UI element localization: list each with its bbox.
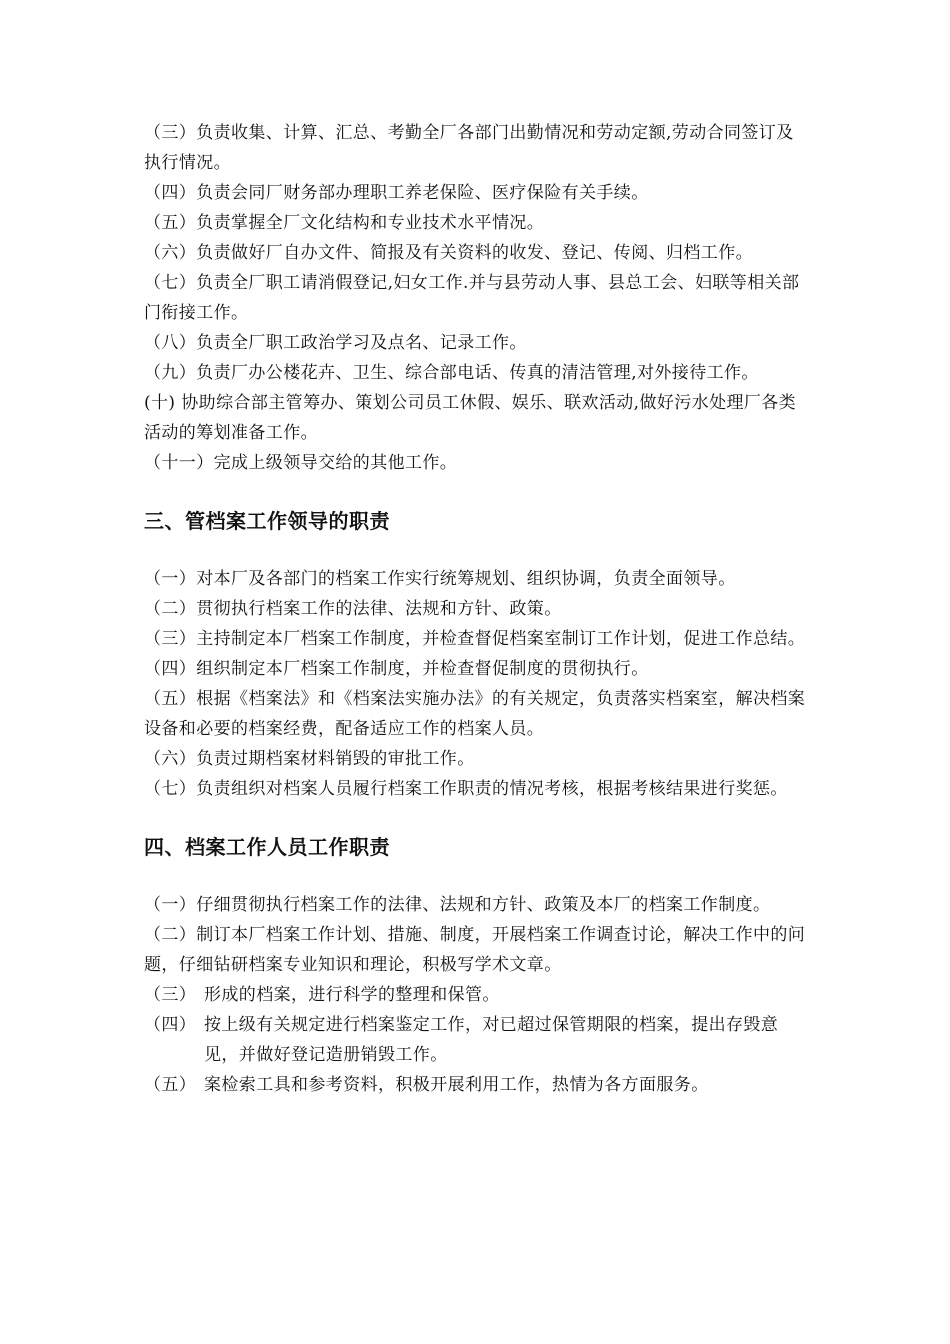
list-item [144, 1010, 810, 1070]
section3-heading: 三、管档案工作领导的职责 [144, 509, 390, 533]
list-item: （三）负责收集、计算、汇总、考勤全厂各部门出勤情况和劳动定额,劳动合同签订及执行情况。 [144, 123, 794, 173]
list-item: （五）根据《档案法》和《档案法实施办法》的有关规定，负责落实档案室，解决档案设备和必要的档案经费，配备适应工作的档案人员。 [144, 689, 806, 739]
list-item: （四）负责会同厂财务部办理职工养老保险、医疗保险有关手续。 [144, 183, 649, 203]
list-item: （六）负责过期档案材料销毁的审批工作。 [144, 749, 475, 769]
list-item [144, 980, 810, 1010]
list-item: （一）仔细贯彻执行档案工作的法律、法规和方针、政策及本厂的档案工作制度。 [144, 895, 771, 915]
list-item: （六）负责做好厂自办文件、简报及有关资料的收发、登记、传阅、归档工作。 [144, 243, 753, 263]
list-item: （九）负责厂办公楼花卉、卫生、综合部电话、传真的清洁管理,对外接待工作。 [144, 363, 759, 383]
list-item [144, 1070, 810, 1100]
section4-heading: 四、档案工作人员工作职责 [144, 835, 390, 859]
list-item: （七）负责全厂职工请消假登记,妇女工作.并与县劳动人事、县总工会、妇联等相关部门衔接工作。 [144, 273, 800, 323]
list-item: （十一）完成上级领导交给的其他工作。 [144, 453, 458, 473]
list-item: （七）负责组织对档案人员履行档案工作职责的情况考核，根据考核结果进行奖惩。 [144, 779, 788, 799]
list-item: （五）负责掌握全厂文化结构和专业技术水平情况。 [144, 213, 545, 233]
list-item-text: 形成的档案，进行科学的整理和保管。 [204, 985, 500, 1005]
list-item: (十) 协助综合部主管筹办、策划公司员工休假、娱乐、联欢活动,做好污水处理厂各类活动的筹划准备工作。 [144, 393, 797, 443]
list-item-text: 案检索工具和参考资料，积极开展利用工作，热情为各方面服务。 [204, 1075, 709, 1095]
list-item: （一）对本厂及各部门的档案工作实行统筹规划、组织协调，负责全面领导。 [144, 569, 736, 589]
section3-list [144, 564, 810, 804]
list-item-label: （五） [144, 1075, 197, 1095]
list-item-text: 按上级有关规定进行档案鉴定工作，对已超过保管期限的档案，提出存毁意见，并做好登记造册销毁工作。 [204, 1015, 779, 1065]
list-item: （二）贯彻执行档案工作的法律、法规和方针、政策。 [144, 599, 562, 619]
section4-list [144, 890, 810, 1100]
list-item-label: （四） [144, 1015, 197, 1035]
list-item: （八）负责全厂职工政治学习及点名、记录工作。 [144, 333, 527, 353]
document-page [144, 118, 810, 1100]
list-item-label: （三） [144, 985, 197, 1005]
list-item: （二）制订本厂档案工作计划、措施、制度，开展档案工作调查讨论，解决工作中的问题，仔细钻研档案专业知识和理论，积极写学术文章。 [144, 925, 806, 975]
list-item: （四）组织制定本厂档案工作制度，并检查督促制度的贯彻执行。 [144, 659, 649, 679]
section2-list [144, 118, 810, 478]
list-item: （三）主持制定本厂档案工作制度，并检查督促档案室制订工作计划，促进工作总结。 [144, 629, 806, 649]
